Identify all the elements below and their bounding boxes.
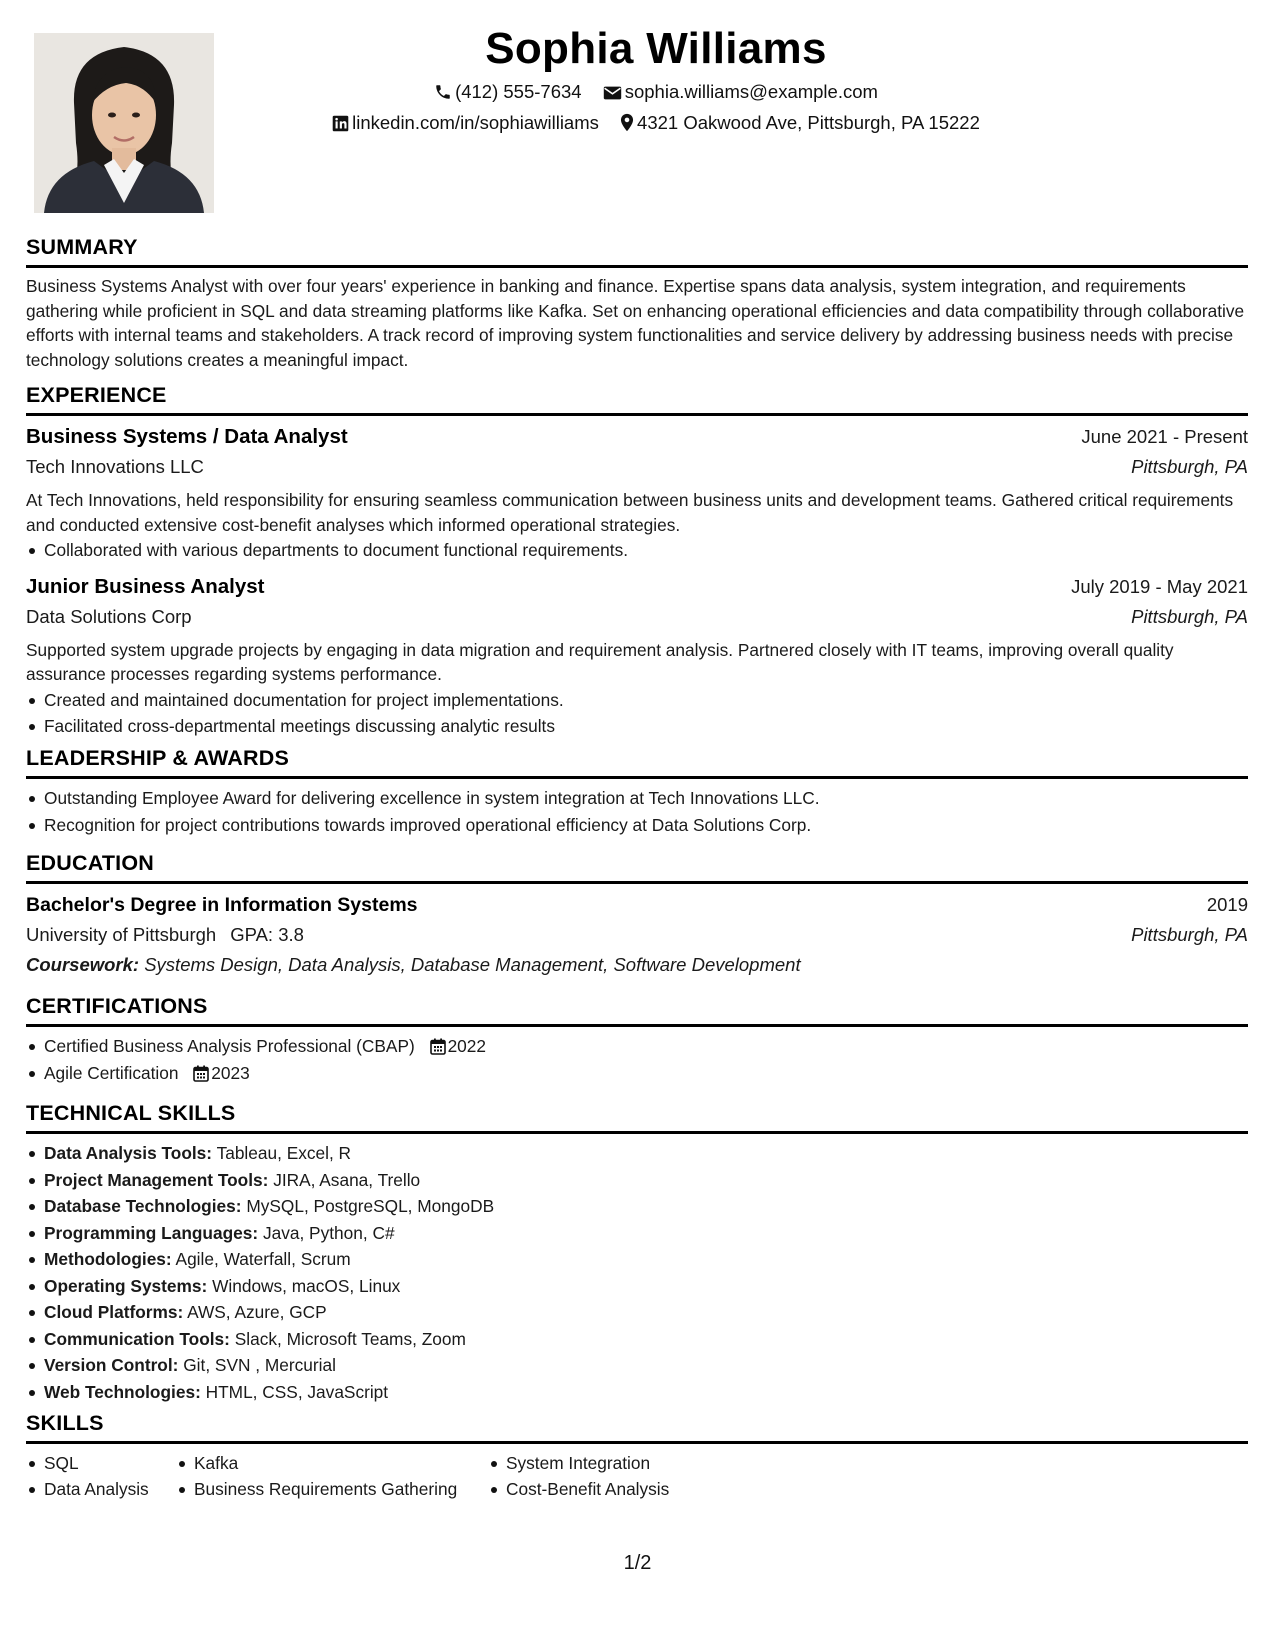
summary-section bbox=[26, 234, 1248, 372]
job-dates: June 2021 - Present bbox=[1081, 426, 1248, 447]
job-description: Supported system upgrade projects by engaging in data migration and requirement analysis. Partnered closely with IT teams, improving overall quality assurance processes regarding systems performance. bbox=[26, 639, 1174, 684]
job-header-row bbox=[26, 572, 1248, 602]
graduation-year: 2019 bbox=[1206, 894, 1248, 915]
list-item bbox=[26, 1326, 1248, 1353]
job-title: Business Systems / Data Analyst bbox=[26, 425, 348, 448]
school-name: University of Pittsburgh bbox=[26, 924, 217, 945]
certifications-list bbox=[26, 1033, 1248, 1086]
job-company: Data Solutions Corp bbox=[26, 605, 192, 627]
list-item bbox=[26, 1273, 1248, 1300]
list-item: Facilitated cross-departmental meetings discussing analytic results bbox=[26, 713, 1248, 740]
skills-column bbox=[488, 1450, 748, 1502]
contact-line-2 bbox=[206, 107, 1106, 138]
list-item bbox=[26, 1299, 1248, 1326]
list-item bbox=[26, 1033, 1248, 1060]
list-item bbox=[26, 1140, 1248, 1167]
education-heading: EDUCATION bbox=[26, 850, 1248, 884]
list-item bbox=[26, 1246, 1248, 1273]
list-item: Created and maintained documentation for project implementations. bbox=[26, 687, 1248, 714]
job-dates: July 2019 - May 2021 bbox=[1071, 575, 1248, 597]
skill-values: Slack, Microsoft Teams, Zoom bbox=[234, 1328, 466, 1349]
skill-values: MySQL, PostgreSQL, MongoDB bbox=[246, 1196, 495, 1216]
list-item bbox=[26, 1167, 1248, 1194]
phone-text: (412) 555-7634 bbox=[455, 81, 582, 103]
skills-heading: SKILLS bbox=[26, 1410, 1248, 1444]
job-title: Junior Business Analyst bbox=[26, 574, 265, 598]
leadership-list bbox=[26, 785, 1248, 838]
linkedin-text[interactable]: linkedin.com/in/sophiawilliams bbox=[352, 112, 599, 134]
skill-category: Cloud Platforms: bbox=[44, 1302, 184, 1322]
skill-category: Methodologies: bbox=[44, 1249, 172, 1269]
job-company-row bbox=[26, 602, 1248, 632]
experience-heading: EXPERIENCE bbox=[26, 382, 1248, 416]
phone bbox=[434, 77, 582, 107]
list-item: Data Analysis bbox=[26, 1476, 176, 1502]
job-location: Pittsburgh, PA bbox=[1131, 456, 1248, 477]
linkedin[interactable] bbox=[332, 108, 599, 138]
page-number: 1/2 bbox=[623, 1552, 652, 1574]
calendar-icon bbox=[430, 1038, 446, 1055]
job-bullets bbox=[26, 537, 1248, 564]
school-row bbox=[26, 920, 1248, 950]
technical-skills-section bbox=[26, 1100, 1248, 1405]
list-item bbox=[26, 1379, 1248, 1406]
list-item: Cost-Benefit Analysis bbox=[488, 1476, 748, 1502]
email-text[interactable]: sophia.williams@example.com bbox=[624, 81, 878, 103]
coursework-list: Systems Design, Data Analysis, Database Management, Software Development bbox=[144, 954, 801, 975]
envelope-icon bbox=[603, 85, 622, 101]
resume-page bbox=[26, 0, 1248, 1650]
list-item: SQL bbox=[26, 1450, 176, 1476]
school-location: Pittsburgh, PA bbox=[1131, 924, 1248, 945]
skill-values: Git, SVN , Mercurial bbox=[183, 1355, 336, 1375]
profile-photo bbox=[34, 33, 214, 213]
skill-values: AWS, Azure, GCP bbox=[187, 1302, 327, 1322]
list-item: Outstanding Employee Award for delivering excellence in system integration at Tech Innovations LLC. bbox=[26, 785, 1248, 812]
skill-category: Programming Languages: bbox=[44, 1222, 259, 1243]
skill-category: Version Control: bbox=[44, 1355, 179, 1375]
education-section bbox=[26, 850, 1248, 980]
address bbox=[620, 108, 980, 138]
skill-category: Database Technologies: bbox=[44, 1196, 242, 1216]
coursework bbox=[26, 950, 1248, 980]
list-item: Recognition for project contributions towards improved operational efficiency at Data Solutions Corp. bbox=[26, 812, 1248, 839]
degree-row bbox=[26, 890, 1248, 920]
job-location: Pittsburgh, PA bbox=[1131, 605, 1248, 627]
technical-skills-heading: TECHNICAL SKILLS bbox=[26, 1100, 1248, 1134]
certifications-heading: CERTIFICATIONS bbox=[26, 993, 1248, 1027]
list-item: System Integration bbox=[488, 1450, 748, 1476]
calendar-icon bbox=[193, 1065, 209, 1082]
list-item: Kafka bbox=[176, 1450, 488, 1476]
email[interactable] bbox=[603, 77, 878, 107]
skill-values: JIRA, Asana, Trello bbox=[273, 1169, 421, 1190]
certifications-section bbox=[26, 993, 1248, 1086]
list-item bbox=[26, 1352, 1248, 1379]
list-item bbox=[26, 1193, 1248, 1220]
skill-values: HTML, CSS, JavaScript bbox=[205, 1381, 389, 1402]
degree-name: Bachelor's Degree in Information Systems bbox=[26, 894, 418, 916]
coursework-label: Coursework: bbox=[26, 954, 140, 975]
skill-category: Project Management Tools: bbox=[44, 1169, 269, 1190]
summary-heading: SUMMARY bbox=[26, 234, 1248, 268]
job-company: Tech Innovations LLC bbox=[26, 456, 204, 477]
leadership-section bbox=[26, 745, 1248, 838]
skill-values: Agile, Waterfall, Scrum bbox=[175, 1249, 351, 1269]
school-info bbox=[26, 920, 304, 950]
skill-category: Communication Tools: bbox=[44, 1328, 230, 1349]
skills-section bbox=[26, 1410, 1248, 1502]
phone-icon bbox=[434, 83, 452, 101]
summary-text: Business Systems Analyst with over four years' experience in banking and finance. Expertise spans data analysis, system integration, and requirements gathering while proficient in SQL and data streaming platforms like Kafka. Set on enhancing operational efficiencies and data compatibility through collaborative efforts with internal teams and stakeholders. A track record of improving system functionalities and service delivery by addressing business needs with precise technology solutions creates a meaningful impact. bbox=[26, 276, 1245, 370]
skills-column bbox=[26, 1450, 176, 1502]
job-header-row bbox=[26, 422, 1248, 452]
resume-header bbox=[206, 22, 1106, 138]
skill-category: Data Analysis Tools: bbox=[44, 1143, 213, 1163]
address-text: 4321 Oakwood Ave, Pittsburgh, PA 15222 bbox=[637, 112, 980, 134]
skills-columns bbox=[26, 1450, 1248, 1502]
skill-category: Web Technologies: bbox=[44, 1381, 201, 1402]
job-entry bbox=[26, 572, 1248, 740]
job-description: At Tech Innovations, held responsibility for ensuring seamless communication between business units and development teams. Gathered critical requirements and conducted extensive cost-benefit analyses which informed operational strategies. bbox=[26, 490, 1234, 535]
experience-section bbox=[26, 382, 1248, 740]
technical-skills-list bbox=[26, 1140, 1248, 1405]
leadership-heading: LEADERSHIP & AWARDS bbox=[26, 745, 1248, 779]
list-item bbox=[26, 1220, 1248, 1247]
skill-values: Windows, macOS, Linux bbox=[212, 1275, 401, 1296]
map-marker-icon bbox=[620, 113, 634, 132]
contact-line-1 bbox=[206, 76, 1106, 107]
job-bullets bbox=[26, 687, 1248, 740]
job-entry bbox=[26, 422, 1248, 564]
certification-year: 2022 bbox=[447, 1036, 487, 1056]
certification-name: Certified Business Analysis Professional (CBAP) bbox=[44, 1036, 415, 1056]
profile-photo-illustration bbox=[34, 33, 214, 213]
skills-column bbox=[176, 1450, 488, 1502]
certification-name: Agile Certification bbox=[44, 1062, 179, 1083]
list-item: Collaborated with various departments to document functional requirements. bbox=[26, 537, 1248, 564]
job-company-row bbox=[26, 452, 1248, 482]
list-item bbox=[26, 1060, 1248, 1087]
candidate-name: Sophia Williams bbox=[485, 24, 827, 73]
skill-values: Tableau, Excel, R bbox=[216, 1143, 352, 1163]
gpa: GPA: 3.8 bbox=[230, 924, 304, 945]
list-item: Business Requirements Gathering bbox=[176, 1476, 488, 1502]
skill-category: Operating Systems: bbox=[44, 1275, 208, 1296]
skill-values: Java, Python, C# bbox=[262, 1222, 395, 1243]
linkedin-icon bbox=[332, 115, 349, 132]
certification-year: 2023 bbox=[211, 1062, 250, 1083]
